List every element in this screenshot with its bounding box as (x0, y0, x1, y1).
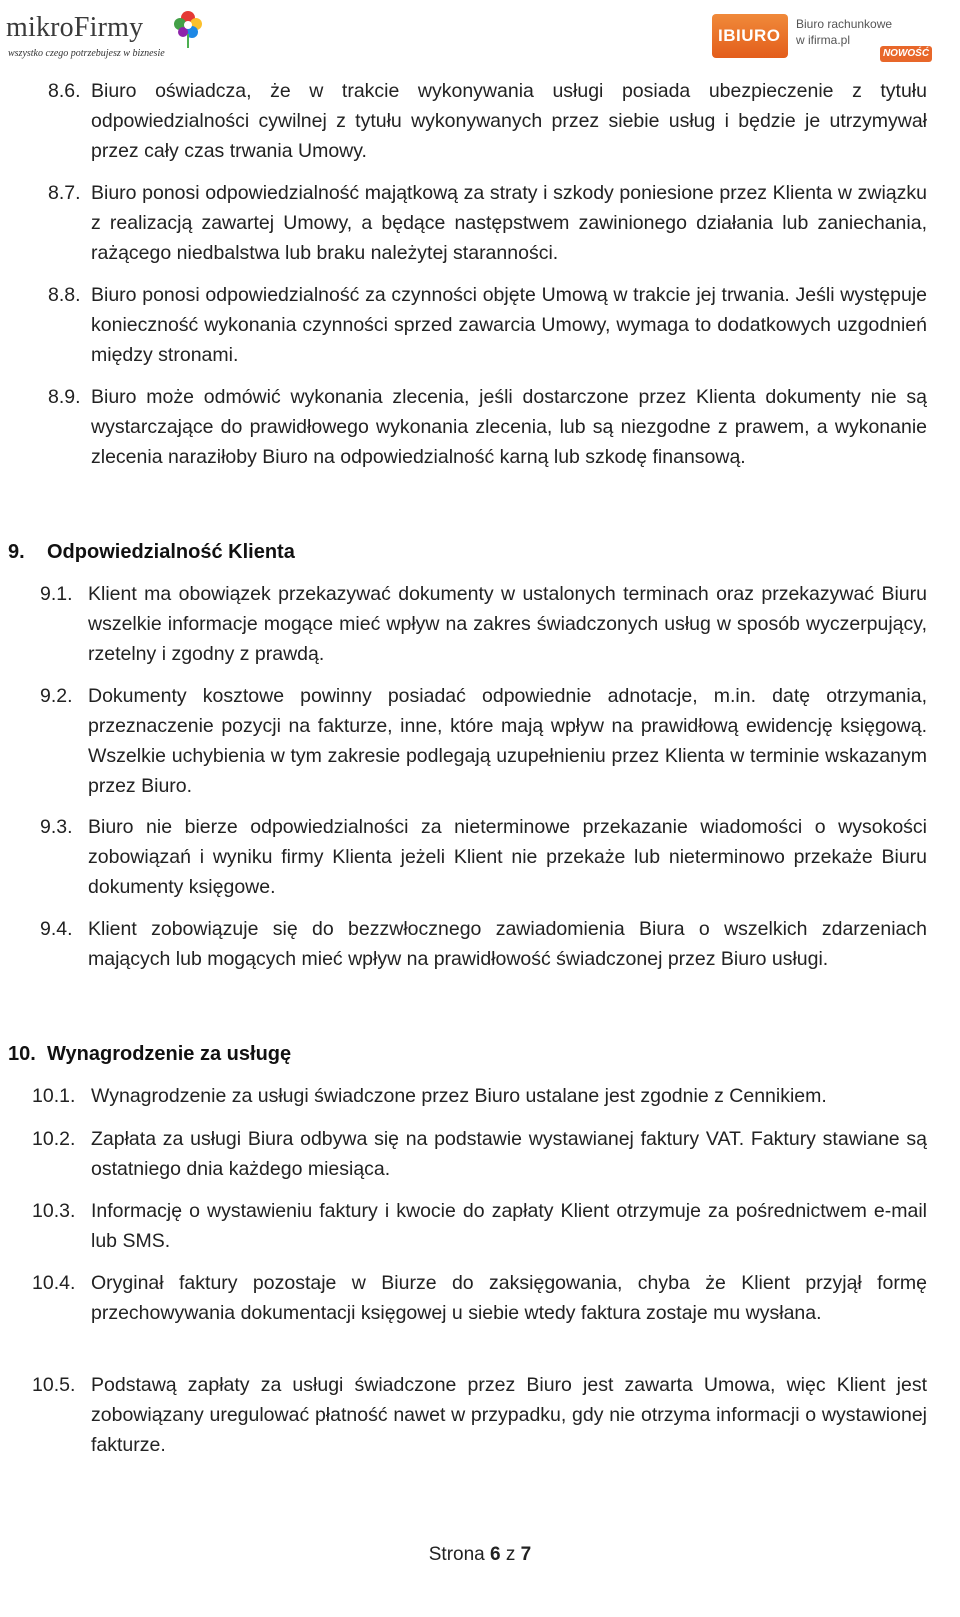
clause-number: 8.6. (48, 80, 81, 102)
section-number: 9. (8, 541, 25, 563)
footer-prefix: Strona (428, 1544, 485, 1565)
section-heading: Wynagrodzenie za usługę (47, 1043, 292, 1065)
page-footer (0, 1544, 960, 1566)
clause-text: Dokumenty kosztowe powinny posiadać odpowiednie adnotacje, m.in. datę otrzymania, przeznaczenie pozycji na fakturze, inne, które mają wpływ na prawidłową ewidencję księgową. Wszelkie uchybienia w tym zakresie podlegają uzupełnieniu przez Klienta w terminie wskazanym przez Biuro. (88, 685, 927, 797)
ibiuro-caption (796, 16, 892, 48)
clause-number: 8.9. (48, 386, 81, 408)
clause-number: 10.2. (32, 1128, 76, 1150)
logo-tagline: wszystko czego potrzebujesz w biznesie (8, 48, 165, 59)
clause-number: 8.7. (48, 182, 81, 204)
section-heading: Odpowiedzialność Klienta (47, 541, 295, 563)
clause-text: Biuro ponosi odpowiedzialność za czynności objęte Umową w trakcie jej trwania. Jeśli występuje konieczność wykonania czynności sprzed zawarcia Umowy, wymaga to dodatkowych uzgodnień między stronami. (91, 284, 927, 366)
clause-text: Klient zobowiązuje się do bezzwłocznego zawiadomienia Biura o wszelkich zdarzeniach mających lub mogących mieć wpływ na prawidłowość świadczonej przez Biuro usługi. (88, 918, 927, 970)
footer-page-total: 7 (520, 1544, 532, 1565)
clause-number: 10.4. (32, 1272, 76, 1294)
clause-number: 10.1. (32, 1085, 76, 1107)
footer-of: z (505, 1544, 516, 1565)
clause-number: 9.1. (40, 583, 73, 605)
clause-text: Biuro ponosi odpowiedzialność majątkową za straty i szkody poniesione przez Klienta w związku z realizacją zawartej Umowy, a będące następstwem zawinionego działania lub zaniechania, rażącego niedbalstwa lub braku należytej staranności. (91, 182, 927, 264)
ibiuro-logo (712, 10, 930, 62)
clause-number: 10.3. (32, 1200, 76, 1222)
mikrofirmy-logo (6, 4, 206, 62)
clause-text: Oryginał faktury pozostaje w Biurze do zaksięgowania, chyba że Klient przyjął formę przechowywania dokumentacji księgowej u siebie wtedy faktura zostaje mu wysłana. (91, 1272, 927, 1324)
clause-text: Informację o wystawieniu faktury i kwocie do zapłaty Klient otrzymuje za pośrednictwem e-mail lub SMS. (91, 1200, 927, 1252)
clause-text: Biuro nie bierze odpowiedzialności za nieterminowe przekazanie wiadomości o wysokości zobowiązań i wyniku firmy Klienta jeżeli Klient nie przekaże lub nieterminowo przekaże Biuru dokumenty księgowe. (88, 816, 927, 898)
logo-brand: mikroFirmy (6, 12, 144, 43)
clause-text: Biuro oświadcza, że w trakcie wykonywania usługi posiada ubezpieczenie z tytułu odpowiedzialności cywilnej z tytułu wykonywanych przez siebie usług i będzie je utrzymywał przez cały czas trwania Umowy. (91, 80, 927, 162)
ibiuro-caption-line2: w ifirma.pl (796, 33, 851, 47)
clause-number: 9.3. (40, 816, 73, 838)
ibiuro-badge-text: IBIURO (718, 26, 781, 45)
clause-number: 8.8. (48, 284, 81, 306)
ibiuro-badge (712, 14, 788, 58)
ibiuro-caption-line1: Biuro rachunkowe (796, 17, 893, 31)
clause-number: 9.2. (40, 685, 73, 707)
clause-text: Podstawą zapłaty za usługi świadczone przez Biuro jest zawarta Umowa, więc Klient jest zobowiązany uregulować płatność nawet w przypadku, gdy nie otrzyma informacji o wystawionej fakturze. (91, 1374, 927, 1456)
section-number: 10. (8, 1043, 36, 1065)
new-tag: NOWOŚĆ (880, 46, 932, 62)
flower-icon (166, 4, 210, 48)
clause-number: 10.5. (32, 1374, 76, 1396)
clause-text: Klient ma obowiązek przekazywać dokumenty w ustalonych terminach oraz przekazywać Biuru wszelkie informacje mogące mieć wpływ na zakres świadczonych usług w sposób wyczerpujący, rzetelny i zgodny z prawdą. (88, 583, 927, 665)
clause-text: Wynagrodzenie za usługi świadczone przez Biuro ustalane jest zgodnie z Cennikiem. (91, 1085, 827, 1107)
footer-page-number: 6 (490, 1544, 501, 1565)
page-header (0, 0, 960, 68)
clause-text: Biuro może odmówić wykonania zlecenia, jeśli dostarczone przez Klienta dokumenty nie są wystarczające do prawidłowego wykonania zlecenia, lub są niezgodne z prawem, a wykonanie zlecenia naraziłoby Biuro na odpowiedzialność karną lub szkodę finansową. (91, 386, 927, 468)
clause-number: 9.4. (40, 918, 73, 940)
clause-text: Zapłata za usługi Biura odbywa się na podstawie wystawianej faktury VAT. Faktury stawiane są ostatniego dnia każdego miesiąca. (91, 1128, 927, 1180)
